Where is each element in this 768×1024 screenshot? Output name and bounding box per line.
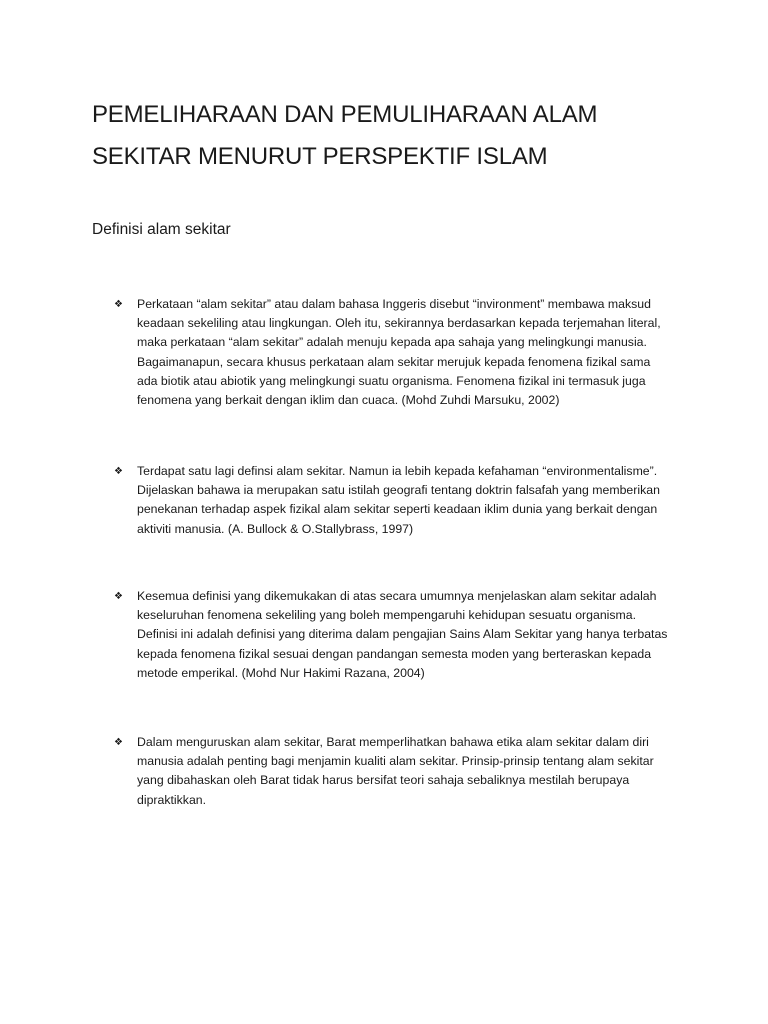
text-line: Definisi ini adalah definisi yang diterima dalam pengajian Sains Alam Sekitar yang hanya terbatas — [137, 627, 668, 642]
diamond-bullet-icon: ❖ — [114, 466, 123, 477]
text-line: maka perkataan “alam sekitar” adalah menuju kepada apa sahaja yang melingkungi manusia. — [137, 335, 647, 350]
text-line: fenomena yang berkait dengan iklim dan cuaca. (Mohd Zuhdi Marsuku, 2002) — [137, 393, 560, 408]
text-line: keseluruhan fenomena sekeliling yang boleh mempengaruhi kehidupan sesuatu organisma. — [137, 608, 637, 623]
text-line: yang dibahaskan oleh Barat tidak harus bersifat teori sahaja sebaliknya mestilah berupaya — [137, 773, 630, 788]
text-line: Dijelaskan bahawa ia merupakan satu istilah geografi tentang doktrin falsafah yang memberikan — [137, 483, 660, 498]
title-line: PEMELIHARAAN DAN PEMULIHARAAN ALAM — [92, 101, 598, 128]
section-heading: Definisi alam sekitar — [92, 221, 231, 238]
text-line: dipraktikkan. — [137, 792, 207, 807]
text-line: Kesemua definisi yang dikemukakan di atas secara umumnya menjelaskan alam sekitar adalah — [137, 589, 657, 603]
text-line: keadaan sekeliling atau lingkungan. Oleh itu, sekirannya berdasarkan kepada terjemahan literal, — [137, 316, 661, 331]
paragraph-text — [137, 587, 697, 683]
text-line: aktiviti manusia. (A. Bullock & O.Stallybrass, 1997) — [137, 521, 414, 536]
diamond-bullet-icon: ❖ — [114, 737, 123, 748]
text-line: ada biotik atau abiotik yang melingkungi suatu organisma. Fenomena fizikal ini termasuk juga — [137, 373, 646, 388]
text-line: Dalam menguruskan alam sekitar, Barat memperlihatkan bahawa etika alam sekitar dalam diri — [137, 735, 649, 749]
text-line: manusia adalah penting bagi menjamin kualiti alam sekitar. Prinsip-prinsip tentang alam sekitar — [137, 754, 654, 769]
text-line: Terdapat satu lagi definsi alam sekitar. Namun ia lebih kepada kefahaman “environmentalisme”. — [137, 464, 658, 478]
text-line: Perkataan “alam sekitar” atau dalam bahasa Inggeris disebut “invironment” membawa maksud — [137, 297, 651, 311]
diamond-bullet-icon: ❖ — [114, 299, 123, 310]
document-title — [92, 94, 712, 178]
text-line: kepada fenomena fizikal sesuai dengan pandangan semesta moden yang berteraskan kepada — [137, 646, 652, 661]
text-line: penekanan terhadap aspek fizikal alam sekitar seperti keadaan iklim dunia yang berkait dengan — [137, 502, 658, 517]
title-line: SEKITAR MENURUT PERSPEKTIF ISLAM — [92, 143, 548, 170]
paragraph-text — [137, 295, 697, 410]
text-line: metode emperikal. (Mohd Nur Hakimi Razana, 2004) — [137, 665, 425, 680]
text-line: Bagaimanapun, secara khusus perkataan alam sekitar merujuk kepada fenomena fizikal sama — [137, 354, 651, 369]
diamond-bullet-icon: ❖ — [114, 591, 123, 602]
paragraph-text — [137, 733, 697, 810]
paragraph-text — [137, 462, 697, 539]
